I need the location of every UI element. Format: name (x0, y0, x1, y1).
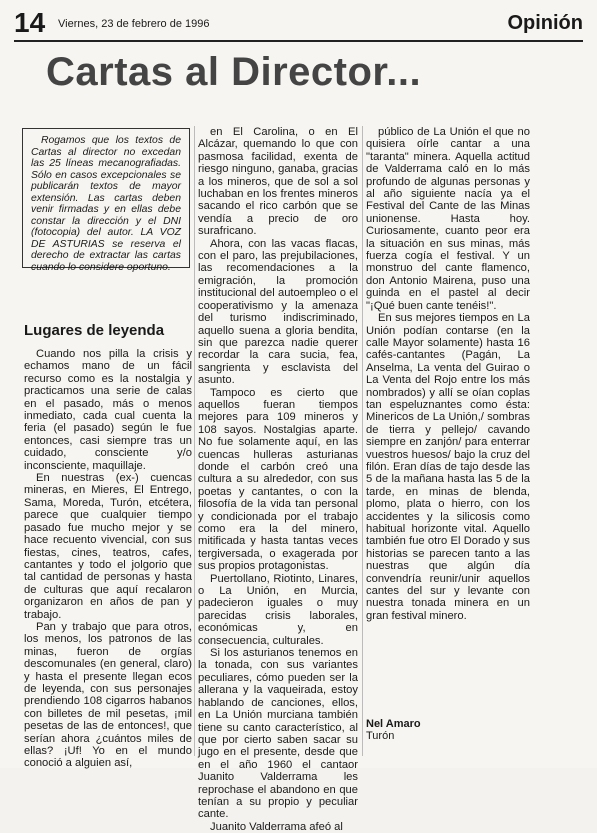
author-name: Nel Amaro (366, 718, 421, 730)
page-title: Cartas al Director... (46, 50, 422, 94)
article-column-1 (24, 348, 192, 770)
page-number: 14 (14, 7, 46, 38)
paragraph: Pan y trabajo que para otros, los menos, los patronos de las minas, fueron de orgías descomunales (en general, claro) y hasta el presente llegan ecos de leyenda, con sus personajes prendiendo 108 cigarros habanos con billetes de mil pesetas, ¡mil pesetas de las de entonces!, que serían ahora ¿cuántos miles de ellas? ¡Uf! Yo en el mundo conoció a alguien así, (24, 620, 192, 770)
article-heading: Lugares de leyenda (24, 322, 165, 339)
header-rule (14, 40, 583, 42)
issue-date: Viernes, 23 de febrero de 1996 (58, 18, 210, 30)
paragraph: En nuestras (ex-) cuencas mineras, en Mieres, El Entrego, Sama, Moreda, Turón, etcétera, parece que cualquier tiempo pasado fue mucho mejor y se hace recuento vivencial, con sus fiestas, cines, teatros, cafes, cantantes y todo el jolgorio que tal cantidad de personas y hasta de culturas que aquí recalaron organizaron en años de pan y trabajo. (24, 472, 192, 621)
section-name: Opinión (507, 12, 583, 34)
paragraph: Ahora, con las vacas flacas, con el paro, las prejubilaciones, las recomendaciones a la emigración, la promoción institucional del autoempleo o el cooperativismo y la amenaza del turismo indiscriminado, aquello suena a gloria bendita, sin que parezca nadie querer recordar la cara sucia, fea, sangrienta y esclavista del asunto. (198, 237, 358, 387)
paragraph: Juanito Valderrama afeó al (210, 820, 343, 833)
article-column-3 (366, 126, 530, 746)
paragraph: Tampoco es cierto que aquellos fueran tiempos mejores para 109 mineros y 108 sayos. Nostalgias aparte. No fue solamente aquí, en las cuencas hulleras asturianas donde el carbón creó una cultura a su alrededor, con sus poetas y cantantes, o con la filosofía de la vida tan personal y condicionada por el trabajo como era la del minero, mitificada y hasta tantas veces tergiversada, o exagerada por sus propios protagonistas. (198, 386, 358, 573)
author-signature (366, 718, 421, 742)
notice-text: Rogamos que los textos de Cartas al director no excedan las 25 líneas mecanografiadas. Sólo en casos excepcionales se publicarán textos de mayor extensión. Las cartas deben venir firmadas y en ellas debe constar la dirección y el DNI (fotocopia) del autor. LA VOZ DE ASTURIAS se reserva el derecho de extractar las cartas cuando lo considere oportuno. (31, 135, 181, 273)
column-divider (362, 126, 363, 756)
paragraph: en El Carolina, o en El Alcázar, quemando lo que con pasmosa facilidad, exenta de riesgo ninguno, ganaba, gracias a los mineros, que de sol a sol luchaban en los frentes mineros sacando el rico carbón que se vendía a precio de oro surafricano. (198, 126, 358, 238)
paragraph: Si los asturianos tenemos en la tonada, con sus variantes peculiares, cómo pueden ser la allerana y la vaqueirada, estoy hablando de canciones, ellos, en La Unión murciana también tiene su canto característico, al que por cierto saben sacar su jugo en el presente, desde que en el año 1960 el cantaor Juanito Valderrama les reprochase el abandono en que tenían a su propio y peculiar cante. (198, 647, 358, 821)
paragraph: público de La Unión el que no quisiera oírle cantar a una "taranta" minera. Aquella actitud de Valderrama caló en lo más profundo de algunas personas y al año siguiente nacía ya el Festival del Cante de las Minas unionense. Hasta hoy. Curiosamente, cuanto peor era la situación en sus minas, más fuerza cogía el festival. Y un monstruo del cante flamenco, don Antonio Mairena, puso una guinda en el pastel al decir "¡Qué buen cante tenéis!". (366, 126, 530, 312)
article-column-2 (198, 126, 358, 833)
submission-notice (22, 128, 190, 273)
paragraph: Puertollano, Riotinto, Linares, o La Unión, en Murcia, padecieron iguales o muy parecidas crisis laborales, económicas y, en consecuencia, culturales. (198, 572, 358, 647)
column-divider (194, 126, 195, 756)
paragraph: Cuando nos pilla la crisis y echamos mano de un fácil recurso como es la nostalgia y practicamos una serie de calas en el pasado, más o menos inmediato, cada cual cuenta la feria (el pasado) según le fue entonces, casi siempre tras un cuidado, consciente y/o inconsciente, maquillaje. (24, 348, 192, 472)
author-place: Turón (366, 730, 395, 742)
paragraph: En sus mejores tiempos en La Unión podían contarse (en la calle Mayor solamente) hasta 16 cafés-cantantes (Pagán, La Anselma, La venta del Guirao o La Venta del Rojo entre los más nombrados) y allí se oían coplas tan espeluznantes como ésta: Minericos de La Unión,/ sombras de tierra y pellejo/ cavando siempre en zanjón/ para enterrar vuestros huesos/ bajo la cruz del filón. Eran días de tajo desde las 5 de la mañana hasta las 5 de la tarde, en minas de blenda, plomo, plata o hierro, con los accidentes y la silicosis como habitual horizonte vital. Aquello también fue otro El Dorado y sus historias se parecen tanto a las nuestras que algún día convendría reunir/unir aquellos cantes del sur y levante con nuestra tonada minera en un gran festival minero. (366, 312, 530, 622)
page-header (14, 8, 583, 38)
